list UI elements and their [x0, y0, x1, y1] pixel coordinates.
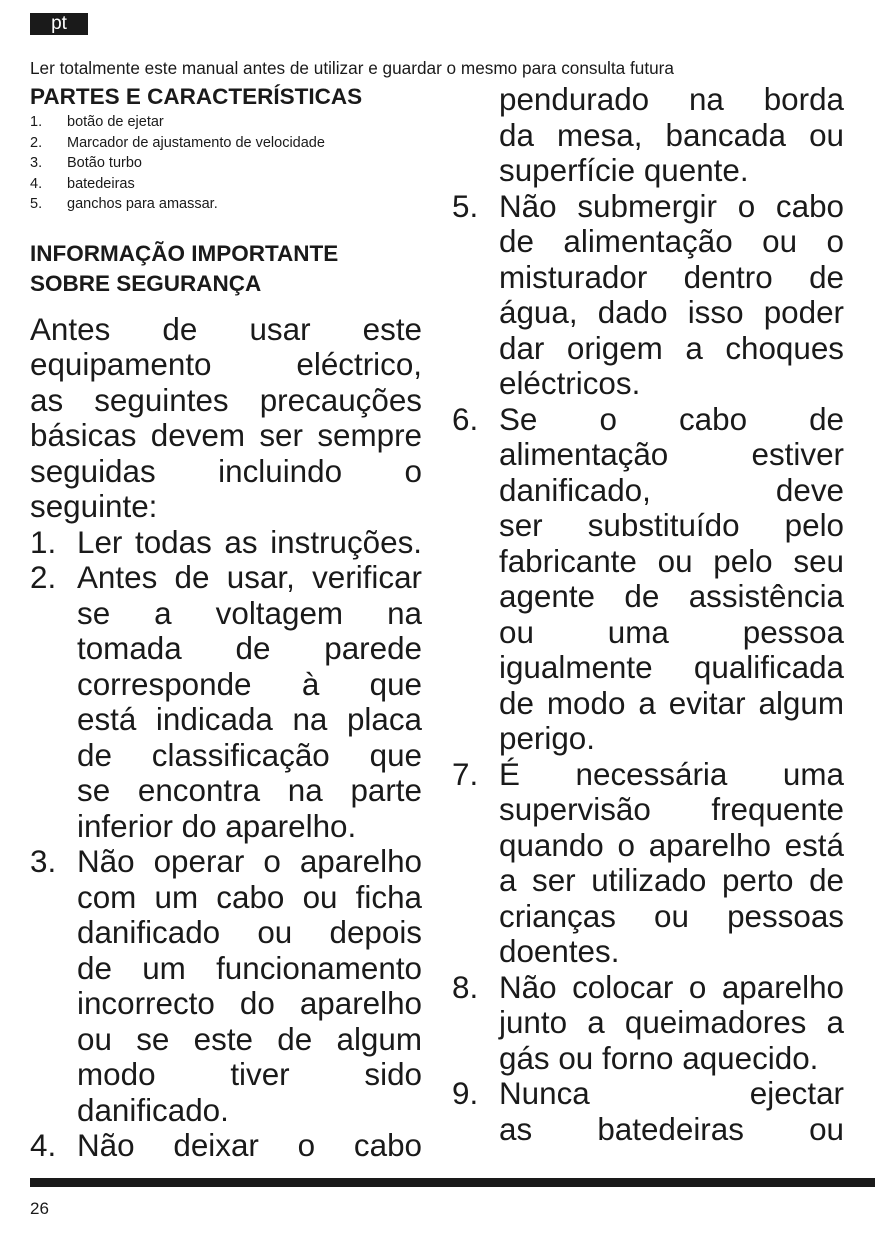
- left-column: [30, 82, 422, 1164]
- parts-list-item: 3. Botão turbo: [30, 155, 142, 172]
- parts-list-item: 2. Marcador de ajustamento de velocidade: [30, 134, 325, 151]
- footer-rule: [30, 1178, 875, 1187]
- list-item: 7. É necessária uma supervisão frequente quando o aparelho está a ser utilizado perto de crianças ou pessoas doentes.: [452, 756, 844, 969]
- parts-list-item: 4. batedeiras: [30, 175, 135, 192]
- list-item: 6. Se o cabo de alimentação estiver danificado, deve ser substituído pelo fabricante ou pelo seu agente de assistência ou uma pessoa igualmente qualificada de modo a evitar algum perigo.: [452, 401, 844, 756]
- parts-list-item: 5. ganchos para amassar.: [30, 196, 218, 213]
- safety-heading: INFORMAÇÃO IMPORTANTE SOBRE SEGURANÇA: [30, 240, 339, 296]
- safety-intro: Antes de usar este equipamento eléctrico, as seguintes precauções básicas devem ser sempre seguidas incluindo o seguinte:: [30, 311, 422, 525]
- parts-heading: PARTES E CARACTERÍSTICAS: [30, 84, 363, 109]
- list-item: 1. Ler todas as instruções.: [30, 524, 422, 560]
- list-item: 2. Antes de usar, verificar se a voltagem na tomada de parede corresponde à que está indicada na placa de classificação que se encontra na parte inferior do aparelho.: [30, 560, 422, 844]
- list-item: 9. Nunca ejectar as batedeiras ou: [452, 1076, 844, 1147]
- right-column: [452, 82, 844, 1147]
- parts-list: [30, 112, 422, 215]
- language-tag: pt: [30, 13, 88, 35]
- safety-list-left: [30, 525, 422, 1164]
- parts-list-item: 1. botão de ejetar: [30, 114, 164, 130]
- list-item: 8. Não colocar o aparelho junto a queimadores a gás ou forno aquecido.: [452, 969, 844, 1076]
- list-item: 5. Não submergir o cabo de alimentação ou o misturador dentro de água, dado isso poder dar origem a choques eléctricos.: [452, 188, 844, 401]
- list-item: 4. Não deixar o cabo: [30, 1128, 422, 1164]
- intro-note: Ler totalmente este manual antes de utilizar e guardar o mesmo para consulta futura: [30, 58, 674, 78]
- page-number: 26: [30, 1199, 49, 1218]
- list-item-continuation: pendurado na borda da mesa, bancada ou superfície quente.: [499, 82, 844, 188]
- list-item: 3. Não operar o aparelho com um cabo ou ficha danificado ou depois de um funcionamento incorrecto do aparelho ou se este de algum modo tiver sido danificado.: [30, 844, 422, 1128]
